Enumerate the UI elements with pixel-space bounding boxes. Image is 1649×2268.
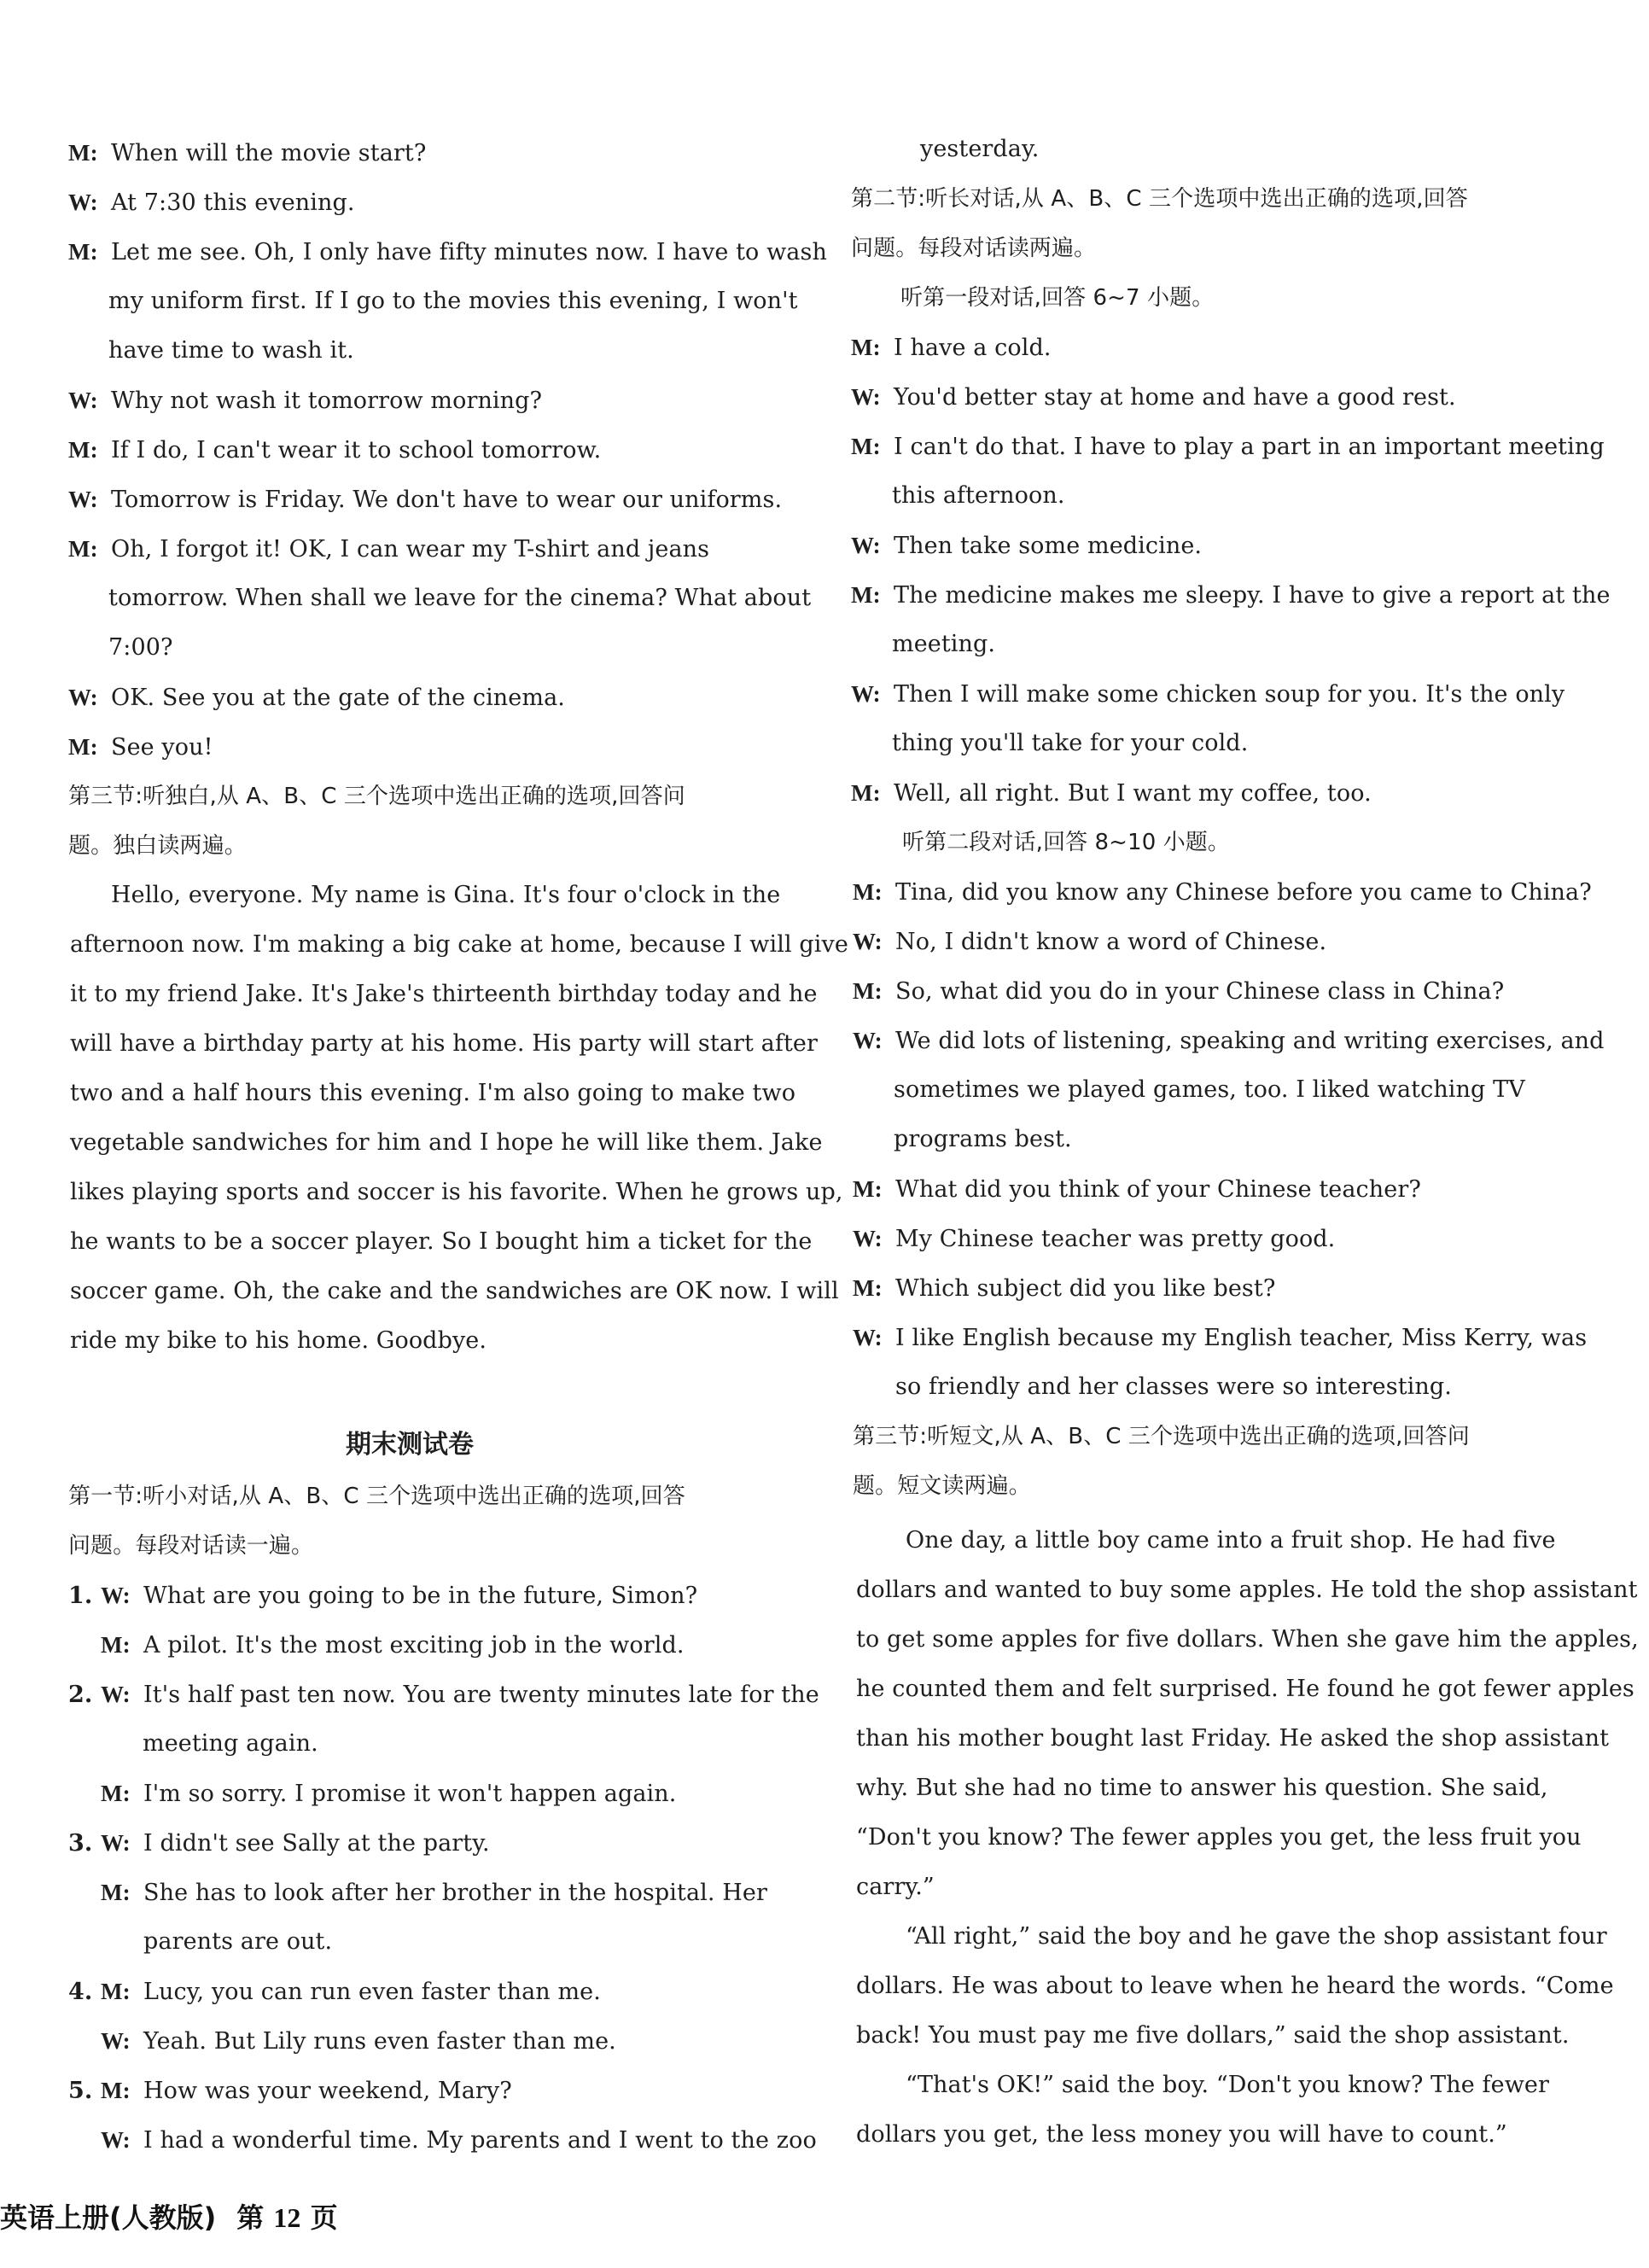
- utterance-continuation: so friendly and her classes were so interesting.: [895, 1373, 1452, 1400]
- speaker-label: M:: [853, 1275, 883, 1301]
- answer-line: [101, 2125, 817, 2155]
- speaker-label: M:: [101, 1880, 131, 1905]
- passage-line: to get some apples for five dollars. When she gave him the apples,: [856, 1626, 1639, 1653]
- speaker-line: [853, 927, 1326, 957]
- speaker-line: [853, 877, 1592, 907]
- passage-line: carry.”: [856, 1874, 935, 1900]
- speaker-label: W:: [101, 1682, 131, 1707]
- passage-line: “That's OK!” said the boy. “Don't you know? The fewer: [906, 2072, 1550, 2098]
- utterance-continuation: parents are out.: [143, 1928, 333, 1955]
- section-heading-line: 第三节:听独白,从 A、B、C 三个选项中选出正确的选项,回答问: [68, 784, 685, 809]
- speaker-label: M:: [101, 1632, 131, 1658]
- question-number: 1.: [68, 1583, 93, 1609]
- speaker-label: M:: [851, 582, 881, 608]
- passage-line: afternoon now. I'm making a big cake at home, because I will give: [70, 931, 848, 958]
- speaker-line: [851, 531, 1202, 561]
- page-suffix: 页: [310, 2201, 338, 2234]
- passage-line: “Don't you know? The fewer apples you get, the less fruit you: [856, 1824, 1582, 1851]
- speaker-line: [851, 432, 1605, 462]
- passage-line: it to my friend Jake. It's Jake's thirteenth birthday today and he: [70, 981, 818, 1007]
- answer-line: [101, 1878, 767, 1908]
- section-heading-line: 第三节:听短文,从 A、B、C 三个选项中选出正确的选项,回答问: [853, 1424, 1470, 1449]
- speaker-label: M:: [853, 879, 883, 905]
- speaker-line: [851, 580, 1611, 610]
- question-number: 2.: [68, 1682, 93, 1708]
- utterance: If I do, I can't wear it to school tomorrow.: [111, 437, 602, 464]
- answer-line: [101, 1779, 676, 1809]
- utterance: The medicine makes me sleepy. I have to give a report at the: [894, 582, 1611, 609]
- question-line: [68, 1977, 601, 2007]
- speaker-label: W:: [68, 189, 98, 215]
- speaker-label: W:: [101, 1583, 131, 1608]
- passage-line: One day, a little boy came into a fruit shop. He had five: [906, 1527, 1556, 1554]
- utterance-continuation: tomorrow. When shall we leave for the cinema? What about: [108, 585, 812, 611]
- utterance-continuation: meeting again.: [143, 1730, 318, 1757]
- speaker-line: [68, 435, 601, 465]
- utterance: Yeah. But Lily runs even faster than me.: [143, 2028, 616, 2055]
- answer-line: [101, 1630, 685, 1660]
- speaker-label: M:: [68, 239, 98, 265]
- answer-line: [101, 2026, 616, 2056]
- question-line: [68, 1828, 490, 1858]
- passage-line: he wants to be a soccer player. So I bought him a ticket for the: [70, 1228, 813, 1255]
- speaker-label: M:: [101, 1979, 131, 2004]
- utterance-continuation: have time to wash it.: [108, 337, 354, 364]
- utterance: She has to look after her brother in the hospital. Her: [143, 1880, 767, 1906]
- speaker-line: [68, 188, 355, 218]
- utterance: Well, all right. But I want my coffee, too.: [894, 780, 1372, 807]
- speaker-line: [853, 1274, 1275, 1303]
- utterance: You'd better stay at home and have a good rest.: [894, 384, 1456, 411]
- section-heading-line: 问题。每段对话读一遍。: [68, 1533, 314, 1559]
- utterance-continuation: meeting.: [892, 631, 996, 657]
- speaker-label: W:: [851, 681, 881, 707]
- speaker-line: [851, 333, 1052, 363]
- utterance: Lucy, you can run even faster than me.: [143, 1979, 601, 2005]
- utterance: Which subject did you like best?: [895, 1275, 1276, 1302]
- utterance: No, I didn't know a word of Chinese.: [895, 929, 1327, 955]
- utterance: We did lots of listening, speaking and writing exercises, and: [895, 1028, 1605, 1054]
- utterance-continuation: thing you'll take for your cold.: [892, 730, 1249, 756]
- speaker-line: [853, 1026, 1605, 1056]
- passage-line: two and a half hours this evening. I'm also going to make two: [70, 1080, 796, 1106]
- passage-line: dollars and wanted to buy some apples. He told the shop assistant: [856, 1577, 1638, 1603]
- section-heading-line: 题。独白读两遍。: [68, 833, 247, 859]
- speaker-line: [68, 732, 213, 762]
- passage-line: ride my bike to his home. Goodbye.: [70, 1327, 487, 1354]
- speaker-line: [853, 1175, 1421, 1204]
- speaker-line: [68, 485, 782, 515]
- speaker-line: [851, 382, 1456, 412]
- speaker-label: M:: [101, 2078, 131, 2103]
- page-number: 12: [273, 2202, 301, 2233]
- speaker-label: W:: [68, 388, 98, 413]
- utterance: Why not wash it tomorrow morning?: [111, 388, 543, 414]
- utterance-continuation: programs best.: [894, 1126, 1072, 1152]
- utterance-continuation: sometimes we played games, too. I liked watching TV: [894, 1076, 1525, 1103]
- utterance: OK. See you at the gate of the cinema.: [111, 685, 565, 711]
- utterance: I didn't see Sally at the party.: [143, 1830, 490, 1857]
- passage-line: “All right,” said the boy and he gave the shop assistant four: [906, 1923, 1607, 1950]
- utterance: How was your weekend, Mary?: [143, 2078, 512, 2104]
- speaker-label: W:: [853, 1226, 883, 1251]
- question-number: 3.: [68, 1830, 93, 1857]
- speaker-line: [853, 1323, 1587, 1353]
- book-title: 英语上册(人教版): [0, 2201, 217, 2234]
- speaker-label: M:: [851, 335, 881, 360]
- speaker-label: M:: [851, 780, 881, 806]
- speaker-label: W:: [101, 2028, 131, 2054]
- passage-line: likes playing sports and soccer is his favorite. When he grows up,: [70, 1179, 843, 1205]
- passage-line: vegetable sandwiches for him and I hope he will like them. Jake: [70, 1129, 823, 1156]
- utterance: I have a cold.: [894, 335, 1052, 361]
- utterance: Tina, did you know any Chinese before you came to China?: [895, 879, 1592, 906]
- speaker-label: W:: [68, 685, 98, 710]
- question-line: [68, 2076, 512, 2106]
- speaker-label: M:: [68, 734, 98, 760]
- utterance: I'm so sorry. I promise it won't happen again.: [143, 1781, 677, 1807]
- speaker-label: W:: [101, 1830, 131, 1856]
- section-heading-line: 第一节:听小对话,从 A、B、C 三个选项中选出正确的选项,回答: [68, 1484, 685, 1509]
- speaker-label: W:: [853, 1325, 883, 1350]
- speaker-label: W:: [851, 533, 881, 558]
- speaker-label: W:: [101, 2127, 131, 2153]
- speaker-label: M:: [101, 1781, 131, 1806]
- speaker-label: M:: [851, 434, 881, 459]
- speaker-line: [853, 977, 1504, 1006]
- speaker-label: W:: [853, 1028, 883, 1053]
- utterance-continuation: 7:00?: [108, 634, 173, 661]
- section-heading-line: 问题。每段对话读两遍。: [851, 236, 1097, 261]
- page-prefix: 第: [236, 2201, 265, 2234]
- speaker-label: M:: [853, 1176, 883, 1202]
- speaker-line: [68, 237, 827, 267]
- utterance: Then take some medicine.: [894, 533, 1203, 559]
- utterance: Then I will make some chicken soup for you. It's the only: [894, 681, 1565, 708]
- utterance: I can't do that. I have to play a part in an important meeting: [894, 434, 1605, 460]
- carry-over-line: yesterday.: [920, 136, 1040, 162]
- speaker-line: [851, 778, 1372, 808]
- utterance: It's half past ten now. You are twenty minutes late for the: [143, 1682, 819, 1708]
- passage-line: dollars you get, the less money you will have to count.”: [856, 2121, 1507, 2148]
- page-footer: [0, 2201, 338, 2235]
- utterance: At 7:30 this evening.: [111, 189, 355, 216]
- question-line: [68, 1581, 697, 1611]
- section-heading-line: 题。短文读两遍。: [853, 1473, 1031, 1499]
- exam-title: 期末测试卷: [346, 1430, 474, 1460]
- speaker-line: [68, 386, 542, 416]
- speaker-label: M:: [68, 437, 98, 463]
- speaker-label: W:: [853, 929, 883, 954]
- speaker-line: [68, 534, 709, 564]
- passage-line: he counted them and felt surprised. He found he got fewer apples: [856, 1676, 1634, 1702]
- speaker-line: [68, 683, 565, 713]
- utterance: Tomorrow is Friday. We don't have to wear our uniforms.: [111, 487, 783, 513]
- speaker-label: M:: [853, 978, 883, 1004]
- speaker-line: [851, 679, 1565, 709]
- utterance: I had a wonderful time. My parents and I went to the zoo: [143, 2127, 817, 2154]
- utterance: When will the movie start?: [111, 140, 427, 166]
- dialogue-2-intro: 听第二段对话,回答 8~10 小题。: [902, 830, 1231, 855]
- utterance: My Chinese teacher was pretty good.: [895, 1226, 1336, 1252]
- utterance: Let me see. Oh, I only have fifty minutes now. I have to wash: [111, 239, 827, 265]
- utterance: So, what did you do in your Chinese class in China?: [895, 978, 1505, 1005]
- passage-line: than his mother bought last Friday. He asked the shop assistant: [856, 1725, 1610, 1752]
- utterance-continuation: my uniform first. If I go to the movies this evening, I won't: [108, 288, 798, 314]
- speaker-line: [853, 1224, 1335, 1254]
- speaker-label: W:: [68, 487, 98, 512]
- dialogue-1-intro: 听第一段对话,回答 6~7 小题。: [900, 285, 1215, 311]
- passage-line: back! You must pay me five dollars,” said the shop assistant.: [856, 2022, 1570, 2049]
- speaker-label: M:: [68, 536, 98, 562]
- passage-line: soccer game. Oh, the cake and the sandwiches are OK now. I will: [70, 1278, 839, 1304]
- question-number: 5.: [68, 2078, 93, 2104]
- utterance-continuation: this afternoon.: [892, 482, 1065, 509]
- utterance: What are you going to be in the future, Simon?: [143, 1583, 698, 1609]
- passage-line: why. But she had no time to answer his question. She said,: [856, 1775, 1548, 1801]
- passage-line: dollars. He was about to leave when he heard the words. “Come: [856, 1973, 1614, 1999]
- question-number: 4.: [68, 1979, 93, 2005]
- speaker-label: W:: [851, 384, 881, 410]
- passage-line: Hello, everyone. My name is Gina. It's four o'clock in the: [111, 882, 781, 908]
- question-line: [68, 1680, 819, 1710]
- utterance: I like English because my English teacher, Miss Kerry, was: [895, 1325, 1588, 1351]
- speaker-line: [68, 138, 426, 168]
- utterance: A pilot. It's the most exciting job in the world.: [143, 1632, 685, 1659]
- utterance: See you!: [111, 734, 213, 761]
- section-heading-line: 第二节:听长对话,从 A、B、C 三个选项中选出正确的选项,回答: [851, 186, 1468, 212]
- passage-line: will have a birthday party at his home. His party will start after: [70, 1030, 818, 1057]
- utterance: What did you think of your Chinese teacher?: [895, 1176, 1421, 1203]
- speaker-label: M:: [68, 140, 98, 166]
- page-number-label: [236, 2201, 337, 2234]
- utterance: Oh, I forgot it! OK, I can wear my T-shirt and jeans: [111, 536, 710, 563]
